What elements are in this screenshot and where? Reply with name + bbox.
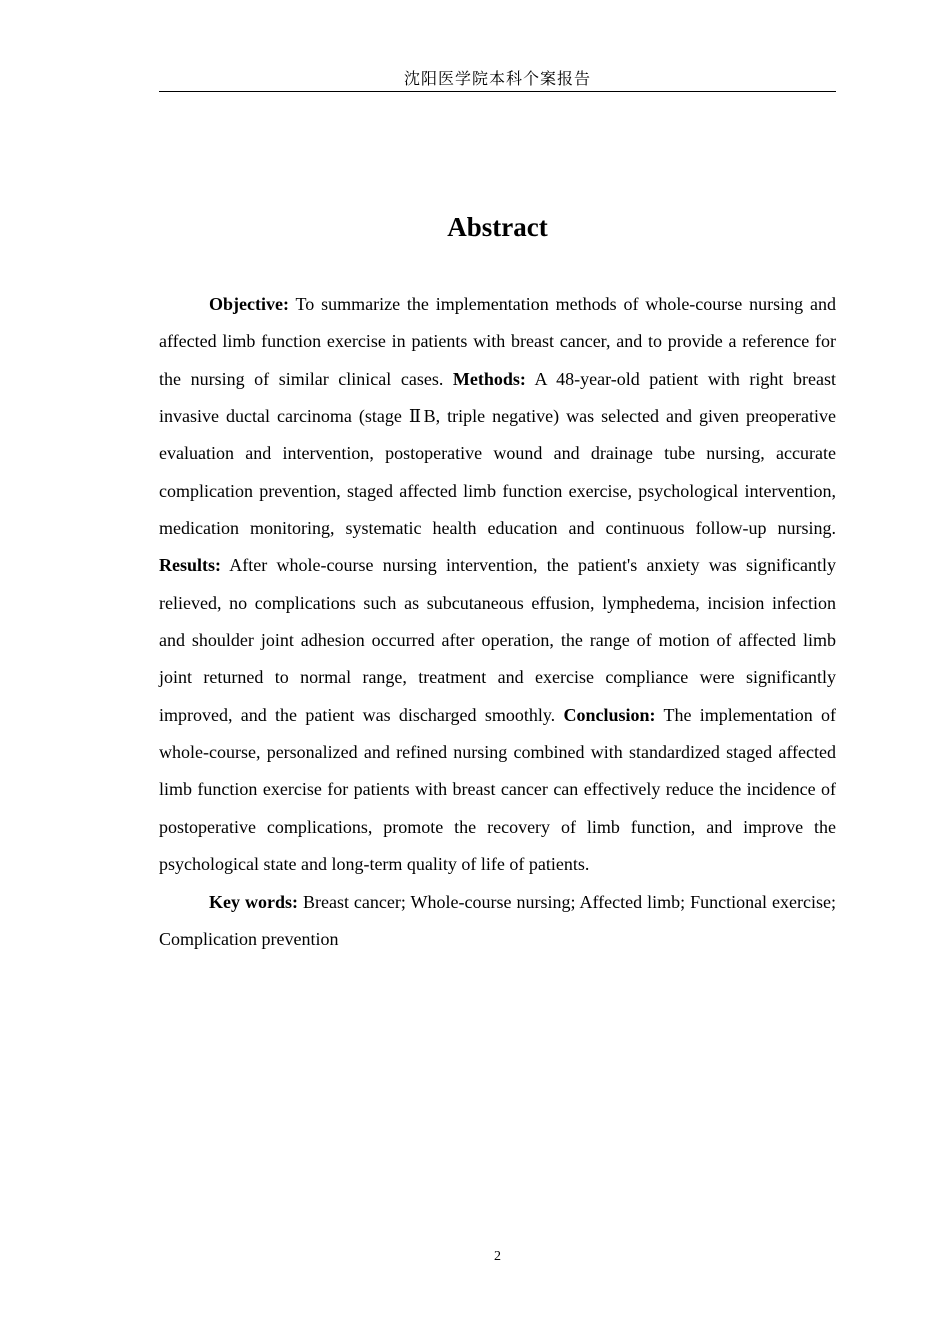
objective-label: Objective:: [209, 294, 289, 314]
methods-text: A 48-year-old patient with right breast invasive ductal carcinoma (stage ⅡB, triple negative) was selected and given preoperative evaluation and intervention, postoperative wound and drainage tube nursing, accurate complication prevention, staged affected limb function exercise, psychological intervention, medication monitoring, systematic health education and continuous follow-up nursing.: [159, 368, 836, 539]
results-label: Results:: [159, 555, 221, 576]
conclusion-label: Conclusion:: [563, 704, 656, 725]
objective-text: To summarize the implementation methods of whole-course nursing and affected limb function exercise in patients with breast cancer, and to provide a reference for the nursing of similar clinical cases.: [159, 294, 836, 389]
results-text: After whole-course nursing intervention, the patient's anxiety was significantly relieved, no complications such as subcutaneous effusion, lymphedema, incision infection and shoulder joint adhesion occurred after operation, the range of motion of affected limb joint returned to normal range, treatment and exercise compliance were significantly improved, and the patient was discharged smoothly.: [159, 555, 836, 725]
keywords-text: Breast cancer; Whole-course nursing; Affected limb; Functional exercise; Complication prevention: [159, 891, 837, 949]
abstract-title: Abstract: [447, 212, 548, 242]
abstract-body: [159, 286, 836, 958]
page-header: 沈阳医学院本科个案报告: [159, 68, 836, 92]
keywords-label: Key words:: [209, 891, 298, 912]
methods-label: Methods:: [452, 368, 526, 389]
abstract-paragraph: [159, 286, 836, 884]
page-number: 2: [494, 1249, 501, 1264]
keywords-paragraph: [159, 884, 836, 959]
conclusion-text: The implementation of whole-course, personalized and refined nursing combined with standardized staged affected limb function exercise for patients with breast cancer can effectively reduce the incidence of postoperative complications, promote the recovery of limb function, and improve the psychological state and long-term quality of life of patients.: [159, 704, 836, 875]
